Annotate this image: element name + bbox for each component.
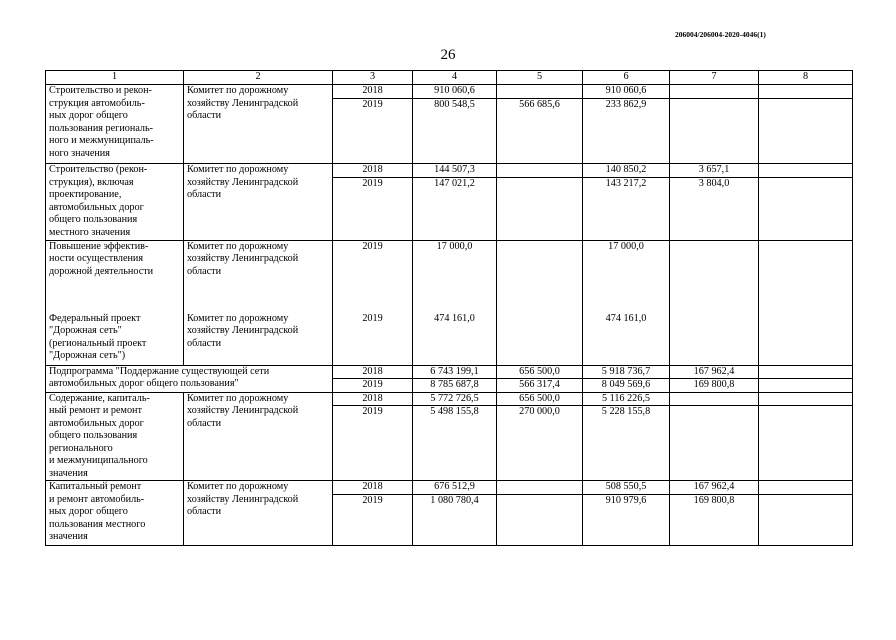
value-cell: 169 800,8 <box>670 379 759 393</box>
value-cell <box>670 313 759 366</box>
value-cell: 5 116 226,5 <box>583 392 670 406</box>
item-name-line: автомобильных дорог <box>49 417 144 429</box>
year-cell: 2018 <box>333 392 413 406</box>
executor-line: Комитет по дорожному <box>187 85 289 96</box>
item-name-line: Капитальный ремонт <box>49 481 142 492</box>
value-cell <box>759 240 853 313</box>
item-name-line: значения <box>49 531 88 542</box>
document-code: 206004/206004-2020-4046(1) <box>675 30 766 39</box>
value-cell: 140 850,2 <box>583 164 670 178</box>
budget-table <box>45 70 853 546</box>
value-cell <box>759 494 853 545</box>
executor-cell <box>184 240 333 313</box>
value-cell <box>759 379 853 393</box>
item-name-line: Строительство (рекон- <box>49 164 148 175</box>
item-name-line: регионального <box>49 442 113 454</box>
value-cell <box>759 392 853 406</box>
value-cell <box>759 164 853 178</box>
value-cell <box>670 98 759 163</box>
value-cell: 144 507,3 <box>413 164 497 178</box>
value-cell: 17 000,0 <box>413 240 497 313</box>
item-name-line: Строительство и рекон- <box>49 85 152 96</box>
value-cell: 270 000,0 <box>497 406 583 481</box>
item-name-cell <box>46 313 184 366</box>
subprogram-title-cell <box>46 365 333 392</box>
item-name-line: струкция автомобиль- <box>49 97 145 109</box>
year-cell: 2019 <box>333 313 413 366</box>
value-cell: 143 217,2 <box>583 177 670 240</box>
executor-line: хозяйству Ленинградской <box>187 325 299 336</box>
year-cell: 2019 <box>333 240 413 313</box>
item-name-line: ности осуществления <box>49 253 144 264</box>
executor-line: Комитет по дорожному <box>187 481 289 492</box>
value-cell: 17 000,0 <box>583 240 670 313</box>
item-name-line: струкция), включая <box>49 176 134 188</box>
subprogram-title-line: автомобильных дорог общего пользования" <box>49 378 239 389</box>
value-cell <box>497 313 583 366</box>
executor-cell <box>184 85 333 164</box>
executor-cell <box>184 481 333 546</box>
value-cell <box>759 406 853 481</box>
executor-line: хозяйству Ленинградской <box>187 493 299 505</box>
item-name-line: ных дорог общего <box>49 506 128 517</box>
executor-cell <box>184 313 333 366</box>
value-cell: 656 500,0 <box>497 365 583 379</box>
value-cell <box>497 481 583 495</box>
executor-line: Комитет по дорожному <box>187 240 289 252</box>
table-row <box>46 85 853 99</box>
executor-line: области <box>187 265 222 277</box>
table-row <box>46 392 853 406</box>
value-cell <box>759 177 853 240</box>
item-name-line: проектирование, <box>49 189 122 200</box>
value-cell: 1 080 780,4 <box>413 494 497 545</box>
value-cell <box>497 240 583 313</box>
table-row <box>46 240 853 313</box>
item-name-line: значения <box>49 467 88 479</box>
value-cell: 3 657,1 <box>670 164 759 178</box>
executor-line: Комитет по дорожному <box>187 392 289 404</box>
value-cell: 5 772 726,5 <box>413 392 497 406</box>
year-cell: 2019 <box>333 494 413 545</box>
executor-line: Комитет по дорожному <box>187 164 289 175</box>
subprogram-row <box>46 365 853 379</box>
column-header: 4 <box>413 71 497 85</box>
item-name-line: Федеральный проект <box>49 312 141 324</box>
value-cell: 3 804,0 <box>670 177 759 240</box>
value-cell: 910 060,6 <box>583 85 670 99</box>
item-name-line: общего пользования <box>49 214 138 225</box>
column-header: 3 <box>333 71 413 85</box>
item-name-line: пользования региональ- <box>49 122 154 134</box>
item-name-line: ный ремонт и ремонт <box>49 405 142 416</box>
value-cell: 5 228 155,8 <box>583 406 670 481</box>
value-cell <box>670 85 759 99</box>
value-cell <box>759 85 853 99</box>
item-name-line: (региональный проект <box>49 337 147 349</box>
value-cell: 566 317,4 <box>497 379 583 393</box>
value-cell: 5 918 736,7 <box>583 365 670 379</box>
value-cell: 147 021,2 <box>413 177 497 240</box>
item-name-line: дорожной деятельности <box>49 265 154 277</box>
executor-line: хозяйству Ленинградской <box>187 97 299 109</box>
value-cell: 233 862,9 <box>583 98 670 163</box>
value-cell: 8 049 569,6 <box>583 379 670 393</box>
year-cell: 2018 <box>333 365 413 379</box>
item-name-line: и межмуниципального <box>49 455 148 466</box>
value-cell: 910 979,6 <box>583 494 670 545</box>
item-name-line: ного значения <box>49 147 110 159</box>
executor-line: хозяйству Ленинградской <box>187 253 299 264</box>
value-cell <box>670 392 759 406</box>
value-cell: 474 161,0 <box>413 313 497 366</box>
value-cell: 508 550,5 <box>583 481 670 495</box>
item-name-cell <box>46 481 184 546</box>
year-cell: 2019 <box>333 379 413 393</box>
value-cell: 167 962,4 <box>670 481 759 495</box>
value-cell: 167 962,4 <box>670 365 759 379</box>
year-cell: 2019 <box>333 406 413 481</box>
executor-line: Комитет по дорожному <box>187 312 289 324</box>
column-header: 5 <box>497 71 583 85</box>
value-cell: 800 548,5 <box>413 98 497 163</box>
value-cell: 474 161,0 <box>583 313 670 366</box>
item-name-line: пользования местного <box>49 518 146 530</box>
executor-line: области <box>187 337 222 349</box>
value-cell: 910 060,6 <box>413 85 497 99</box>
year-cell: 2018 <box>333 481 413 495</box>
item-name-cell <box>46 240 184 313</box>
item-name-line: и ремонт автомобиль- <box>49 493 145 505</box>
value-cell: 5 498 155,8 <box>413 406 497 481</box>
value-cell <box>670 406 759 481</box>
executor-line: хозяйству Ленинградской <box>187 176 299 188</box>
executor-line: области <box>187 506 222 517</box>
item-name-line: Содержание, капиталь- <box>49 392 150 404</box>
budget-table-container <box>45 70 853 546</box>
table-row <box>46 164 853 178</box>
item-name-line: местного значения <box>49 226 131 238</box>
item-name-cell <box>46 85 184 164</box>
executor-line: области <box>187 417 222 429</box>
item-name-line: ных дорог общего <box>49 110 128 121</box>
value-cell: 8 785 687,8 <box>413 379 497 393</box>
value-cell <box>497 177 583 240</box>
column-header: 8 <box>759 71 853 85</box>
year-cell: 2019 <box>333 177 413 240</box>
value-cell: 656 500,0 <box>497 392 583 406</box>
year-cell: 2018 <box>333 164 413 178</box>
table-row <box>46 481 853 495</box>
item-name-line: "Дорожная сеть") <box>49 350 126 361</box>
subprogram-title-line: Подпрограмма "Поддержание существующей сети <box>49 365 270 377</box>
value-cell <box>497 164 583 178</box>
executor-cell <box>184 164 333 241</box>
value-cell <box>759 365 853 379</box>
item-name-line: общего пользования <box>49 430 138 441</box>
value-cell <box>670 240 759 313</box>
executor-line: хозяйству Ленинградской <box>187 405 299 416</box>
year-cell: 2019 <box>333 98 413 163</box>
executor-cell <box>184 392 333 481</box>
item-name-line: "Дорожная сеть" <box>49 325 122 336</box>
year-cell: 2018 <box>333 85 413 99</box>
value-cell <box>759 481 853 495</box>
column-header: 7 <box>670 71 759 85</box>
value-cell: 676 512,9 <box>413 481 497 495</box>
column-number-row <box>46 71 853 85</box>
item-name-line: автомобильных дорог <box>49 201 144 213</box>
item-name-cell <box>46 392 184 481</box>
column-header: 1 <box>46 71 184 85</box>
column-header: 2 <box>184 71 333 85</box>
value-cell <box>497 494 583 545</box>
value-cell <box>759 98 853 163</box>
executor-line: области <box>187 189 222 200</box>
value-cell <box>759 313 853 366</box>
value-cell: 566 685,6 <box>497 98 583 163</box>
page-number: 26 <box>440 47 456 63</box>
item-name-line: ного и межмуниципаль- <box>49 135 154 146</box>
item-name-line: Повышение эффектив- <box>49 240 149 252</box>
value-cell <box>497 85 583 99</box>
executor-line: области <box>187 110 222 121</box>
value-cell: 169 800,8 <box>670 494 759 545</box>
column-header: 6 <box>583 71 670 85</box>
item-name-cell <box>46 164 184 241</box>
table-row <box>46 313 853 366</box>
value-cell: 6 743 199,1 <box>413 365 497 379</box>
